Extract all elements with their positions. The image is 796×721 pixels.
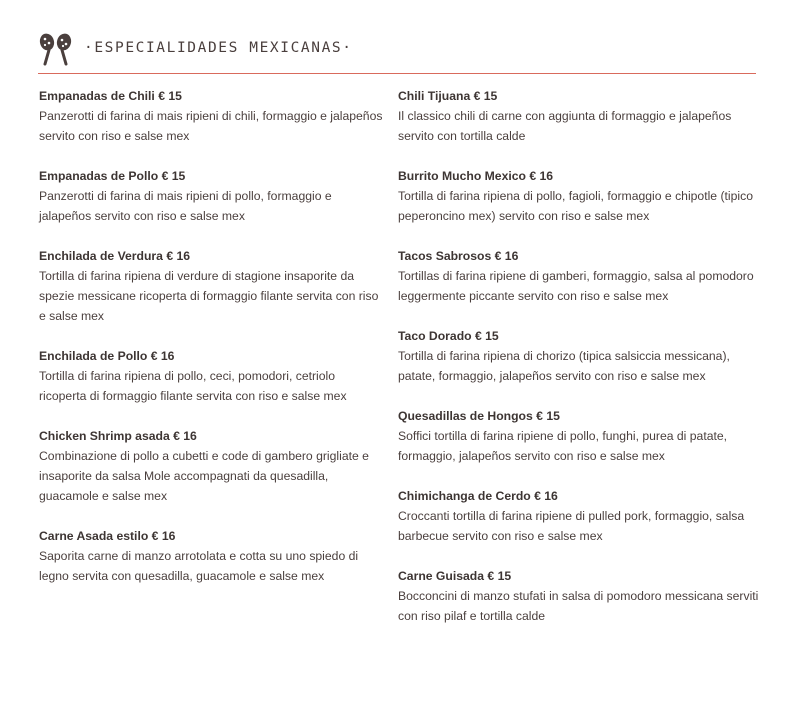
menu-item <box>398 566 760 626</box>
menu-item-title: Chicken Shrimp asada € 16 <box>39 429 197 443</box>
menu-item-description: Tortillas di farina ripiene di gamberi, formaggio, salsa al pomodoro leggermente piccante servito con riso e salse mex <box>398 269 754 303</box>
menu-item <box>398 86 760 146</box>
menu-item-title: Taco Dorado € 15 <box>398 329 499 343</box>
menu-item-title: Chimichanga de Cerdo € 16 <box>398 489 558 503</box>
menu-item <box>39 166 384 226</box>
menu-item <box>398 486 760 546</box>
menu-item-description: Combinazione di pollo a cubetti e code di gambero grigliate e insaporite da salsa Mole accompagnati da quesadilla, guacamole e salse mex <box>39 449 369 503</box>
menu-item <box>39 86 384 146</box>
menu-item-description: Saporita carne di manzo arrotolata e cotta su uno spiedo di legno servita con quesadilla, guacamole e salse mex <box>39 549 359 583</box>
menu-item-title: Carne Asada estilo € 16 <box>39 529 176 543</box>
menu-item <box>39 426 384 506</box>
menu-item-description: Tortilla di farina ripiena di pollo, fagioli, formaggio e chipotle (tipico peperoncino mex) servito con riso e salse mex <box>398 189 753 223</box>
menu-item-description: Tortilla di farina ripiena di chorizo (tipica salsiccia messicana), patate, formaggio, jalapeños servito con riso e salse mex <box>398 349 730 383</box>
menu-item-description: Tortilla di farina ripiena di pollo, ceci, pomodori, cetriolo ricoperta di formaggio filante servita con riso e salse mex <box>39 369 347 403</box>
menu-item-description: Soffici tortilla di farina ripiene di pollo, funghi, purea di patate, formaggio, jalapeños servito con riso e salse mex <box>398 429 728 463</box>
menu-item <box>39 346 384 406</box>
menu-item <box>39 526 384 586</box>
menu-item-description: Tortilla di farina ripiena di verdure di stagione insaporite da spezie messicane ricoperta di formaggio filante servita con riso e salse mex <box>39 269 379 323</box>
section-title: ·ESPECIALIDADES MEXICANAS· <box>84 40 353 56</box>
menu-item-title: Chili Tijuana € 15 <box>398 89 498 103</box>
menu-item <box>398 246 760 306</box>
menu-item-description: Panzerotti di farina di mais ripieni di chili, formaggio e jalapeños servito con riso e salse mex <box>39 109 383 143</box>
menu-item-title: Empanadas de Chili € 15 <box>39 89 182 103</box>
menu-item-title: Quesadillas de Hongos € 15 <box>398 409 560 423</box>
menu-item <box>398 326 760 386</box>
menu-item-description: Il classico chili di carne con aggiunta di formaggio e jalapeños servito con tortilla calde <box>398 109 732 143</box>
maracas-icon <box>38 32 74 66</box>
menu-item-title: Carne Guisada € 15 <box>398 569 512 583</box>
menu-column-left <box>39 86 384 606</box>
menu-item-title: Enchilada de Verdura € 16 <box>39 249 191 263</box>
menu-item-description: Bocconcini di manzo stufati in salsa di pomodoro messicana serviti con riso pilaf e tortilla calde <box>398 589 759 623</box>
section-header <box>38 30 758 74</box>
menu-item-title: Tacos Sabrosos € 16 <box>398 249 519 263</box>
menu-item-title: Enchilada de Pollo € 16 <box>39 349 175 363</box>
menu-item-description: Panzerotti di farina di mais ripieni di pollo, formaggio e jalapeños servito con riso e salse mex <box>39 189 332 223</box>
menu-item-description: Croccanti tortilla di farina ripiene di pulled pork, formaggio, salsa barbecue servito con riso e salse mex <box>398 509 745 543</box>
menu-item-title: Burrito Mucho Mexico € 16 <box>398 169 554 183</box>
menu-item <box>398 166 760 226</box>
menu-item <box>398 406 760 466</box>
header-divider <box>38 73 756 74</box>
menu-item-title: Empanadas de Pollo € 15 <box>39 169 186 183</box>
menu-column-right <box>398 86 760 646</box>
menu-item <box>39 246 384 326</box>
